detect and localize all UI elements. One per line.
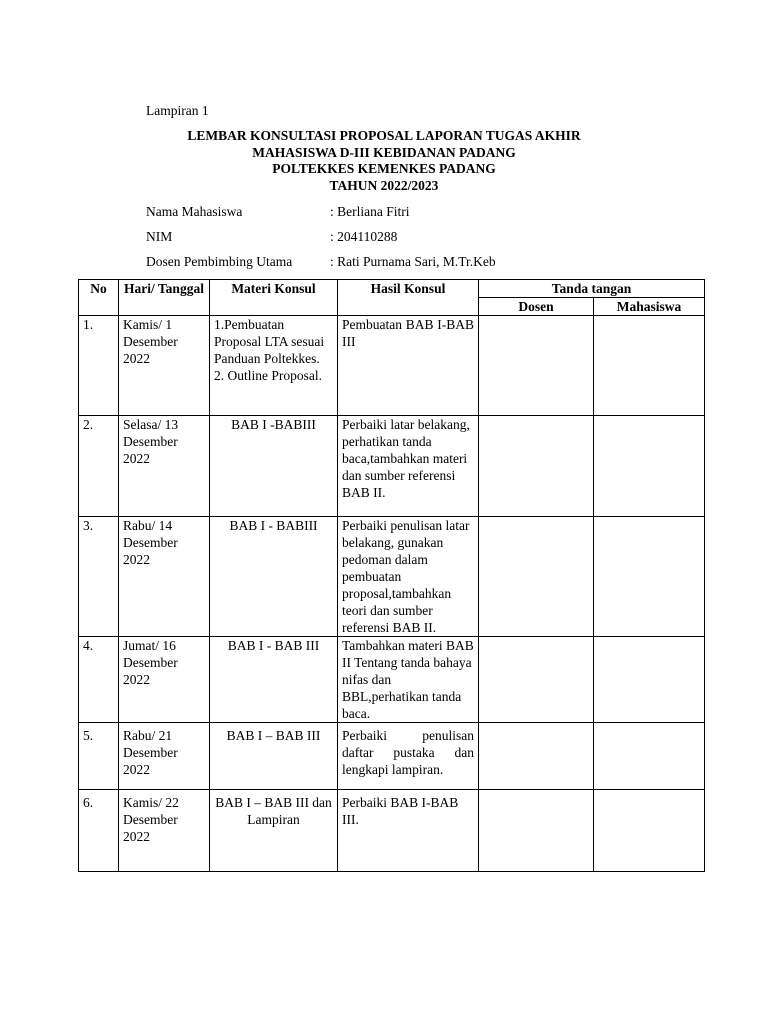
cell-signature-dosen [479, 790, 594, 872]
cell-hari: Selasa/ 13 Desember 2022 [119, 416, 210, 517]
cell-hasil: Perbaiki latar belakang, perhatikan tanda baca,tambahkan materi dan sumber referensi BAB II. [338, 416, 479, 517]
cell-hasil: Perbaiki penulisan daftar pustaka dan lengkapi lampiran. [338, 723, 479, 790]
title-line-2: MAHASISWA D-III KEBIDANAN PADANG [252, 144, 516, 160]
cell-hasil: Pembuatan BAB I-BAB III [338, 316, 479, 416]
document-title [0, 128, 768, 194]
title-line-4: TAHUN 2022/2023 [329, 177, 439, 193]
header-materi-konsul: Materi Konsul [210, 280, 338, 316]
header-no: No [79, 280, 119, 316]
consultation-table [78, 279, 705, 872]
table-row [79, 517, 705, 637]
cell-signature-mahasiswa [594, 316, 705, 416]
cell-hari: Kamis/ 1 Desember 2022 [119, 316, 210, 416]
info-value: : 204110288 [330, 229, 398, 244]
info-value: : Berliana Fitri [330, 204, 410, 219]
cell-signature-dosen [479, 723, 594, 790]
cell-hasil: Perbaiki BAB I-BAB III. [338, 790, 479, 872]
cell-signature-mahasiswa [594, 416, 705, 517]
header-hari-tanggal: Hari/ Tanggal [119, 280, 210, 316]
info-label: NIM [146, 229, 173, 244]
cell-no: 3. [79, 517, 119, 637]
lampiran-label: Lampiran 1 [146, 103, 209, 118]
cell-hasil: Tambahkan materi BAB II Tentang tanda bahaya nifas dan BBL,perhatikan tanda baca. [338, 637, 479, 723]
cell-no: 6. [79, 790, 119, 872]
cell-signature-mahasiswa [594, 790, 705, 872]
cell-signature-dosen [479, 517, 594, 637]
cell-hasil: Perbaiki penulisan latar belakang, gunakan pedoman dalam pembuatan proposal,tambahkan teori dan sumber referensi BAB II. [338, 517, 479, 637]
header-tanda-tangan: Tanda tangan [479, 280, 705, 298]
title-line-3: POLTEKKES KEMENKES PADANG [272, 161, 496, 176]
cell-no: 1. [79, 316, 119, 416]
cell-signature-dosen [479, 637, 594, 723]
cell-hari: Jumat/ 16 Desember 2022 [119, 637, 210, 723]
info-value: : Rati Purnama Sari, M.Tr.Keb [330, 254, 496, 269]
cell-no: 4. [79, 637, 119, 723]
cell-signature-mahasiswa [594, 517, 705, 637]
cell-materi: 1.Pembuatan Proposal LTA sesuai Panduan Poltekkes. 2. Outline Proposal. [210, 316, 338, 416]
cell-materi: BAB I – BAB III [210, 723, 338, 790]
cell-hari: Rabu/ 14 Desember 2022 [119, 517, 210, 637]
table-row [79, 723, 705, 790]
title-line-1: LEMBAR KONSULTASI PROPOSAL LAPORAN TUGAS AKHIR [187, 128, 581, 143]
cell-signature-mahasiswa [594, 637, 705, 723]
table-row [79, 316, 705, 416]
cell-signature-dosen [479, 316, 594, 416]
header-mahasiswa: Mahasiswa [594, 298, 705, 316]
header-hasil-konsul: Hasil Konsul [338, 280, 479, 316]
cell-materi: BAB I -BABIII [210, 416, 338, 517]
cell-materi: BAB I - BABIII [210, 517, 338, 637]
cell-signature-dosen [479, 416, 594, 517]
cell-hari: Rabu/ 21 Desember 2022 [119, 723, 210, 790]
header-dosen: Dosen [479, 298, 594, 316]
info-label: Dosen Pembimbing Utama [146, 254, 293, 269]
table-row [79, 416, 705, 517]
cell-materi: BAB I - BAB III [210, 637, 338, 723]
cell-no: 2. [79, 416, 119, 517]
cell-no: 5. [79, 723, 119, 790]
info-label: Nama Mahasiswa [146, 204, 243, 219]
table-row [79, 790, 705, 872]
cell-hari: Kamis/ 22 Desember 2022 [119, 790, 210, 872]
cell-materi: BAB I – BAB III dan Lampiran [210, 790, 338, 872]
table-row [79, 637, 705, 723]
cell-signature-mahasiswa [594, 723, 705, 790]
